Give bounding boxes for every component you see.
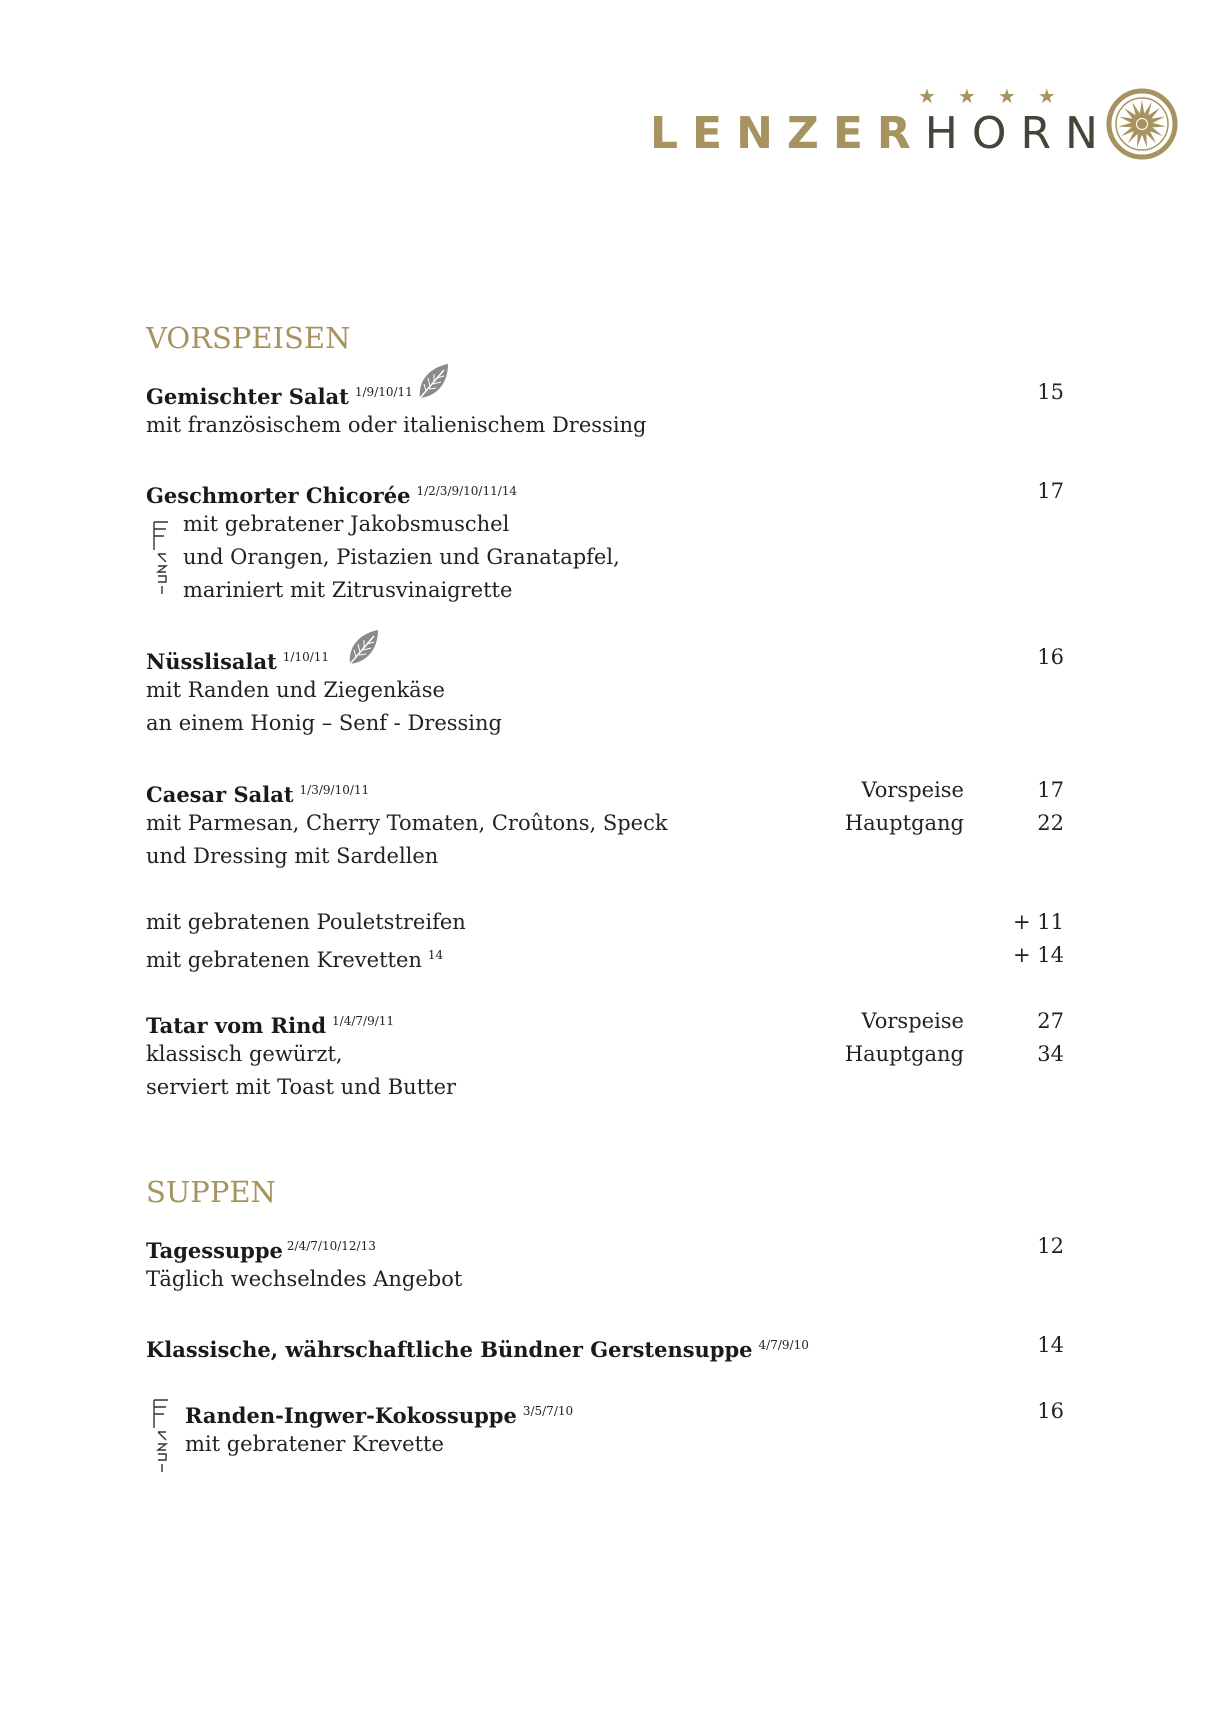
variant-label: Hauptgang bbox=[844, 811, 964, 835]
section-title-vorspeisen: VORSPEISEN bbox=[146, 321, 351, 355]
variant-label: Vorspeise bbox=[861, 778, 964, 802]
dish-description: Täglich wechselndes Angebot bbox=[146, 1267, 463, 1291]
dish-description: mariniert mit Zitrusvinaigrette bbox=[183, 578, 513, 602]
dish-name-tagessuppe: Tagessuppe $^{2/4/7/10/12/13}$ bbox=[146, 1238, 376, 1263]
price: 15 bbox=[1037, 380, 1064, 404]
dish-name-gemischter-salat: Gemischter Salat $^{1/9/10/11}$ bbox=[146, 384, 413, 409]
extra-option: mit gebratenen Krevetten $^{14}$ bbox=[146, 948, 444, 972]
price: 22 bbox=[1037, 811, 1064, 835]
sun-emblem-icon bbox=[1106, 88, 1178, 160]
dish-description: serviert mit Toast und Butter bbox=[146, 1075, 457, 1099]
dish-description: und Dressing mit Sardellen bbox=[146, 844, 439, 868]
dish-description: und Orangen, Pistazien und Granatapfel, bbox=[183, 545, 620, 569]
price: 14 bbox=[1037, 1333, 1064, 1357]
kunz-signature-icon bbox=[150, 1398, 172, 1474]
dish-description: mit Parmesan, Cherry Tomaten, Croûtons, Speck bbox=[146, 811, 668, 835]
allergen-codes: 2/4/7/10/12/13 bbox=[286, 1239, 376, 1253]
logo-wordmark bbox=[650, 108, 1112, 160]
dish-description: mit gebratener Krevette bbox=[185, 1432, 444, 1456]
dish-description: mit französischem oder italienischem Dressing bbox=[146, 413, 647, 437]
price: 27 bbox=[1037, 1009, 1064, 1033]
variant-label: Vorspeise bbox=[861, 1009, 964, 1033]
section-title-suppen: SUPPEN bbox=[146, 1175, 276, 1209]
dish-name-nuesslisalat: Nüsslisalat $^{1/10/11}$ bbox=[146, 649, 330, 674]
allergen-codes: 1/9/10/11 bbox=[354, 385, 413, 399]
price: 34 bbox=[1037, 1042, 1064, 1066]
vegetarian-leaf-icon bbox=[344, 628, 382, 668]
vegetarian-leaf-icon bbox=[414, 362, 452, 402]
allergen-codes: 3/5/7/10 bbox=[522, 1404, 574, 1418]
price: + 14 bbox=[1013, 943, 1064, 967]
logo-stars: ★★★★ bbox=[918, 84, 1078, 108]
kunz-signature-icon bbox=[150, 520, 172, 596]
price: 16 bbox=[1037, 1399, 1064, 1423]
allergen-codes: 1/2/3/9/10/11/14 bbox=[416, 484, 518, 498]
price: 17 bbox=[1037, 479, 1064, 503]
dish-description: mit gebratener Jakobsmuschel bbox=[183, 512, 510, 536]
dish-description: mit Randen und Ziegenkäse bbox=[146, 678, 445, 702]
price: 17 bbox=[1037, 778, 1064, 802]
hotel-logo bbox=[650, 84, 1180, 164]
dish-description: an einem Honig – Senf - Dressing bbox=[146, 711, 502, 735]
price: 12 bbox=[1037, 1234, 1064, 1258]
dish-name-gerstensuppe: Klassische, währschaftliche Bündner Gerstensuppe $^{4/7/9/10}$ bbox=[146, 1337, 809, 1362]
extra-option: mit gebratenen Pouletstreifen bbox=[146, 910, 466, 934]
price: 16 bbox=[1037, 645, 1064, 669]
logo-part-horn: HORN bbox=[924, 108, 1112, 159]
dish-name-geschmorter-chicoree: Geschmorter Chicorée $^{1/2/3/9/10/11/14}$ bbox=[146, 483, 518, 508]
dish-description: klassisch gewürzt, bbox=[146, 1042, 343, 1066]
allergen-codes: 14 bbox=[427, 948, 444, 962]
allergen-codes: 1/3/9/10/11 bbox=[299, 783, 370, 797]
allergen-codes: 1/4/7/9/11 bbox=[332, 1014, 395, 1028]
dish-name-tatar-vom-rind: Tatar vom Rind $^{1/4/7/9/11}$ bbox=[146, 1013, 395, 1038]
dish-name-caesar-salat: Caesar Salat $^{1/3/9/10/11}$ bbox=[146, 782, 370, 807]
allergen-codes: 4/7/9/10 bbox=[758, 1338, 809, 1352]
variant-label: Hauptgang bbox=[844, 1042, 964, 1066]
logo-part-lenzer: LENZER bbox=[650, 108, 925, 159]
allergen-codes: 1/10/11 bbox=[282, 650, 330, 664]
dish-name-randen-ingwer-kokossuppe: Randen-Ingwer-Kokossuppe $^{3/5/7/10}$ bbox=[185, 1403, 574, 1428]
price: + 11 bbox=[1013, 910, 1064, 934]
